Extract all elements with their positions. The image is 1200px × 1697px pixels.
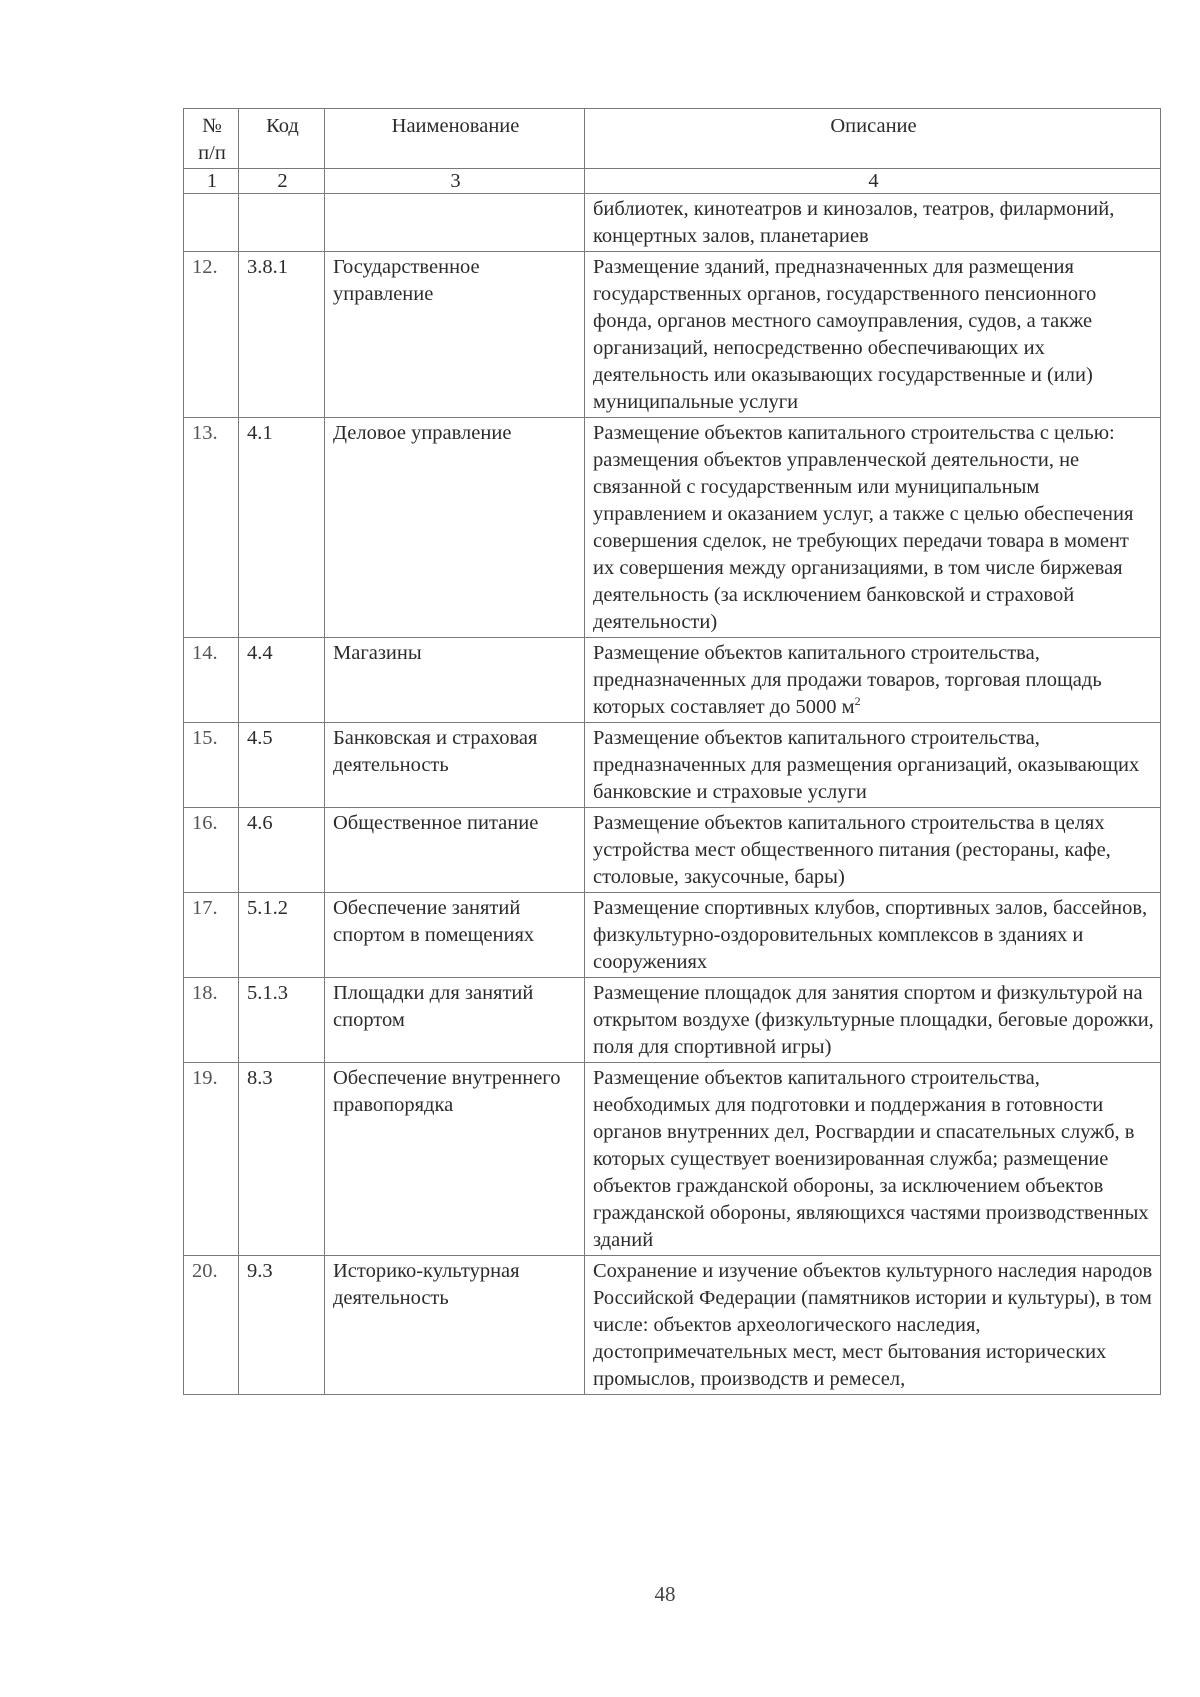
row-code: 4.1 [239,418,325,638]
row-code: 4.6 [239,808,325,893]
table-row [184,252,1161,418]
row-num: 19. [184,1063,239,1256]
table-row [184,893,1161,978]
row-num: 12. [184,252,239,418]
row-code: 3.8.1 [239,252,325,418]
row-name: Магазины [325,638,585,723]
table-body [184,194,1161,1395]
header-name: Наименование [325,109,585,169]
row-desc: Размещение объектов капитального строительства, необходимых для подготовки и поддержания в готовности органов внутренних дел, Росгвардии и спасательных служб, в которых существует военизированная служба; размещение объектов гражданской обороны, за исключением объектов гражданской обороны, являющихся частями производственных зданий [585,1063,1161,1256]
header-row [184,109,1161,169]
row-num: 18. [184,978,239,1063]
row-name: Историко-культурная деятельность [325,1256,585,1395]
row-code: 4.4 [239,638,325,723]
row-desc: Сохранение и изучение объектов культурного наследия народов Российской Федерации (памятников истории и культуры), в том числе: объектов археологического наследия, достопримечательных мест, мест бытования исторических промыслов, производств и ремесел, [585,1256,1161,1395]
header-desc: Описание [585,109,1161,169]
row-num [184,194,239,252]
row-code: 4.5 [239,723,325,808]
row-num: 14. [184,638,239,723]
table-row [184,418,1161,638]
header-number-1: 1 [184,169,239,194]
row-name: Государственное управление [325,252,585,418]
row-code: 8.3 [239,1063,325,1256]
table-row [184,1063,1161,1256]
header-number-4: 4 [585,169,1161,194]
row-num: 13. [184,418,239,638]
row-desc: Размещение зданий, предназначенных для размещения государственных органов, государственного пенсионного фонда, органов местного самоуправления, судов, а также организаций, непосредственно обеспечивающих их деятельность или оказывающих государственные и (или) муниципальные услуги [585,252,1161,418]
land-use-table [183,108,1161,1395]
table-header [184,109,1161,194]
superscript-unit: 2 [854,694,861,709]
row-name: Банковская и страховая деятельность [325,723,585,808]
row-num: 16. [184,808,239,893]
row-code: 5.1.3 [239,978,325,1063]
row-num: 15. [184,723,239,808]
row-code [239,194,325,252]
row-code: 5.1.2 [239,893,325,978]
row-name [325,194,585,252]
table-row [184,638,1161,723]
header-number-row [184,169,1161,194]
row-desc-cell [585,638,1161,723]
row-desc: библиотек, кинотеатров и кинозалов, театров, филармоний, концертных залов, планетариев [585,194,1161,252]
table-row [184,978,1161,1063]
row-num: 17. [184,893,239,978]
row-desc: Размещение спортивных клубов, спортивных залов, бассейнов, физкультурно-оздоровительных комплексов в зданиях и сооружениях [585,893,1161,978]
row-code: 9.3 [239,1256,325,1395]
header-number-2: 2 [239,169,325,194]
table-row [184,194,1161,252]
row-name: Площадки для занятий спортом [325,978,585,1063]
table-row [184,1256,1161,1395]
row-name: Общественное питание [325,808,585,893]
row-desc: Размещение объектов капитального строительства, предназначенных для продажи товаров, торговая площадь которых составляет до 5000 м [593,642,1102,718]
table-row [184,723,1161,808]
row-desc: Размещение объектов капитального строительства с целью: размещения объектов управленческой деятельности, не связанной с государственным или муниципальным управлением и оказанием услуг, а также с целью обеспечения совершения сделок, не требующих передачи товара в момент их совершения между организациями, в том числе биржевая деятельность (за исключением банковской и страховой деятельности) [585,418,1161,638]
table-row [184,808,1161,893]
row-desc: Размещение площадок для занятия спортом и физкультурой на открытом воздухе (физкультурные площадки, беговые дорожки, поля для спортивной игры) [585,978,1161,1063]
row-name: Деловое управление [325,418,585,638]
page-number: 48 [654,1582,676,1606]
row-name: Обеспечение внутреннего правопорядка [325,1063,585,1256]
header-number-3: 3 [325,169,585,194]
row-desc: Размещение объектов капитального строительства в целях устройства мест общественного питания (рестораны, кафе, столовые, закусочные, бары) [585,808,1161,893]
header-num: № п/п [184,109,239,169]
row-name: Обеспечение занятий спортом в помещениях [325,893,585,978]
row-desc: Размещение объектов капитального строительства, предназначенных для размещения организаций, оказывающих банковские и страховые услуги [585,723,1161,808]
header-code: Код [239,109,325,169]
row-num: 20. [184,1256,239,1395]
